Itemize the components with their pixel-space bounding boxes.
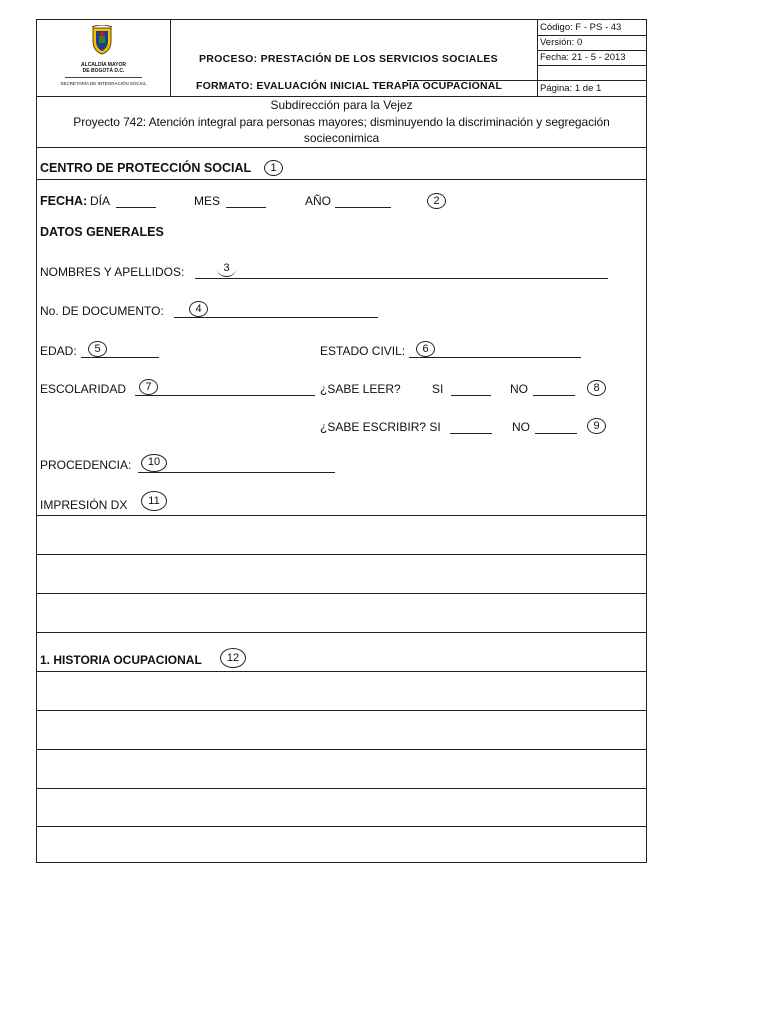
documento-label: No. DE DOCUMENTO: <box>40 304 164 318</box>
subtitle-line-1: Subdirección para la Vejez <box>270 98 413 112</box>
formato-title: FORMATO: EVALUACIÓN INICIAL TERAPIA OCUPACIONAL <box>196 80 503 92</box>
ano-label: AÑO <box>305 194 332 208</box>
ano-field[interactable] <box>335 207 391 208</box>
historia-line-4[interactable] <box>37 788 646 789</box>
header-bottom-line <box>37 96 646 97</box>
estado-civil-label: ESTADO CIVIL: <box>320 344 406 358</box>
datos-generales-heading: DATOS GENERALES <box>40 225 164 239</box>
sabe-leer-no-label: NO <box>510 382 528 396</box>
sabe-escribir-no-label: NO <box>512 420 530 434</box>
header-divider-meta <box>537 20 538 96</box>
mes-field[interactable] <box>226 207 266 208</box>
historia-line-3[interactable] <box>37 749 646 750</box>
dx-line-1[interactable] <box>37 515 646 516</box>
subtitle-line-3: socieconimica <box>303 131 380 145</box>
logo <box>37 20 170 96</box>
dia-label: DÍA <box>90 194 111 208</box>
sabe-leer-no-field[interactable] <box>533 395 575 396</box>
coat-of-arms-icon <box>91 25 113 55</box>
meta-line <box>537 65 647 66</box>
sabe-escribir-label: ¿SABE ESCRIBIR? SI <box>320 420 441 434</box>
mes-label: MES <box>194 194 221 208</box>
dia-field[interactable] <box>116 207 156 208</box>
fecha-doc-text: Fecha: 21 - 5 - 2013 <box>540 52 626 63</box>
sabe-leer-si-field[interactable] <box>451 395 491 396</box>
marker-12: 12 <box>220 648 246 668</box>
marker-6: 6 <box>416 341 435 357</box>
proceso-title: PROCESO: PRESTACIÓN DE LOS SERVICIOS SOCIALES <box>199 53 498 65</box>
escolaridad-label: ESCOLARIDAD <box>40 382 127 396</box>
dx-line-4[interactable] <box>37 632 646 633</box>
dx-line-3[interactable] <box>37 593 646 594</box>
historia-line-5[interactable] <box>37 826 646 827</box>
marker-7: 7 <box>139 379 158 395</box>
marker-1: 1 <box>264 160 283 176</box>
edad-label: EDAD: <box>40 344 77 358</box>
centro-label: CENTRO DE PROTECCIÓN SOCIAL <box>40 161 252 175</box>
marker-10: 10 <box>141 454 167 472</box>
subtitle-bottom-line <box>37 147 646 148</box>
logo-rule <box>65 77 142 78</box>
evaluation-form <box>36 19 647 863</box>
logo-text-2: DE BOGOTÁ D.C. <box>82 68 125 74</box>
marker-2: 2 <box>427 193 446 209</box>
header-divider-logo <box>170 20 171 96</box>
marker-3: 3 <box>217 261 236 277</box>
subtitle-line-2: Proyecto 742: Atención integral para personas mayores; disminuyendo la discriminación y segregación <box>73 115 610 129</box>
edad-field[interactable] <box>81 357 159 358</box>
nombres-label: NOMBRES Y APELLIDOS: <box>40 265 185 279</box>
historia-line-2[interactable] <box>37 710 646 711</box>
logo-text-1: ALCALDÍA MAYOR <box>81 62 126 68</box>
centro-bottom-line <box>37 179 646 180</box>
sabe-leer-si-label: SI <box>432 382 444 396</box>
escolaridad-field[interactable] <box>135 395 315 396</box>
historia-line-1[interactable] <box>37 671 646 672</box>
fecha-label: FECHA: <box>40 194 88 208</box>
dx-line-2[interactable] <box>37 554 646 555</box>
marker-4: 4 <box>189 301 208 317</box>
historia-heading: 1. HISTORIA OCUPACIONAL <box>40 653 202 667</box>
pagina-text: Página: 1 de 1 <box>540 83 602 94</box>
sabe-leer-label: ¿SABE LEER? <box>320 382 401 396</box>
marker-5: 5 <box>88 341 107 357</box>
impresion-label: IMPRESIÓN DX <box>40 498 128 512</box>
marker-8: 8 <box>587 380 606 396</box>
sabe-escribir-no-field[interactable] <box>535 433 577 434</box>
marker-11: 11 <box>141 491 167 511</box>
codigo-text: Código: F - PS - 43 <box>540 22 622 33</box>
procedencia-field[interactable] <box>138 472 335 473</box>
version-text: Versión: 0 <box>540 37 583 48</box>
marker-9: 9 <box>587 418 606 434</box>
estado-civil-field[interactable] <box>409 357 581 358</box>
nombres-field[interactable] <box>195 278 608 279</box>
documento-field[interactable] <box>174 317 378 318</box>
sabe-escribir-si-field[interactable] <box>450 433 492 434</box>
logo-text-3: SECRETARÍA DE INTEGRACIÓN SOCIAL <box>60 81 147 86</box>
procedencia-label: PROCEDENCIA: <box>40 458 132 472</box>
